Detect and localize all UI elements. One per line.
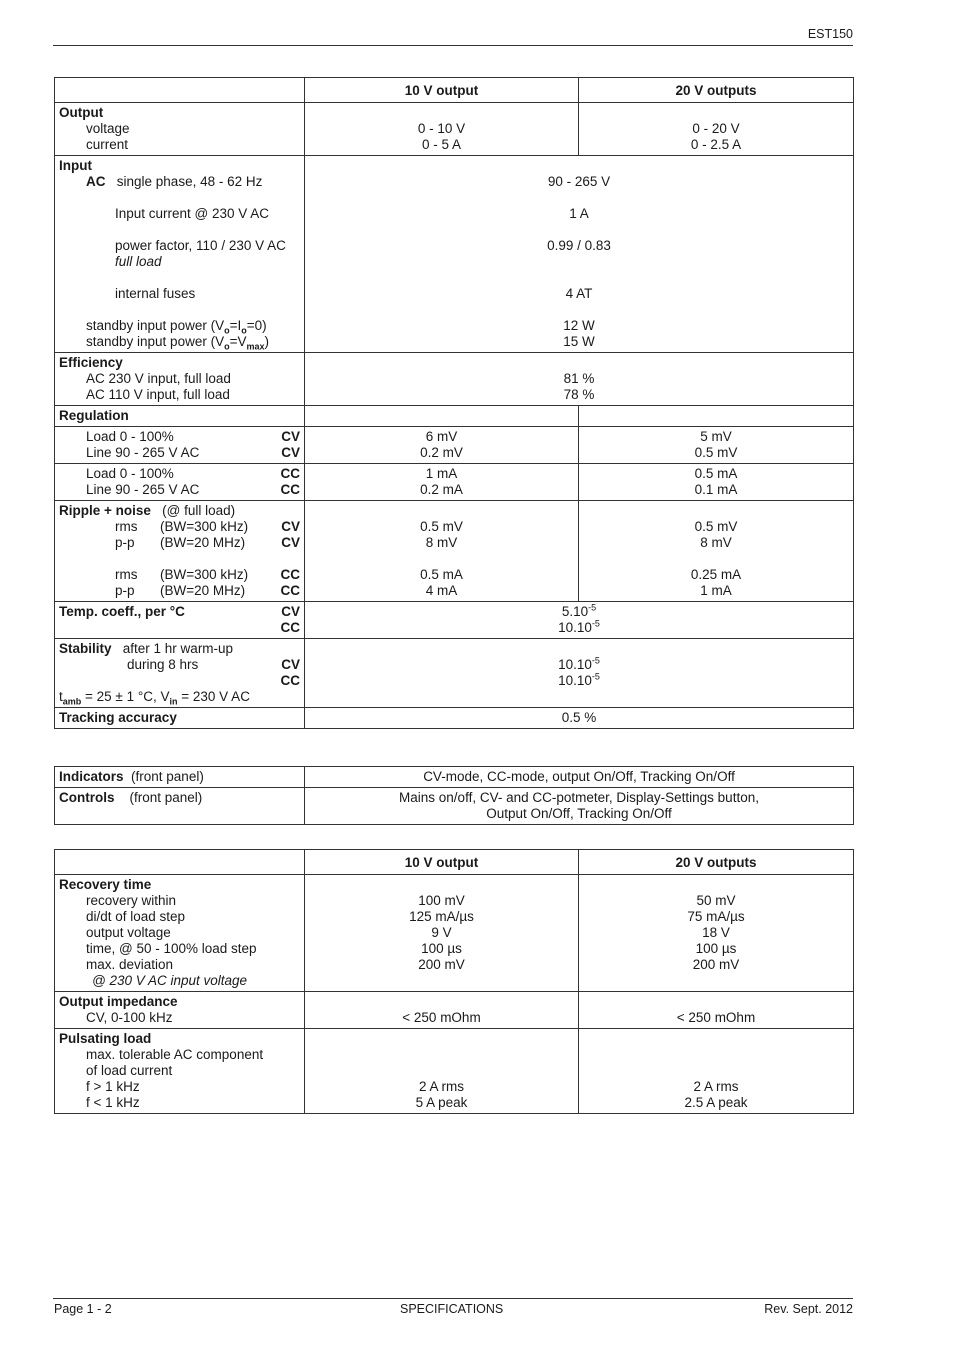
row-impedance — [55, 992, 854, 1029]
indicators-value: CV-mode, CC-mode, output On/Off, Tracking On/Off — [423, 769, 735, 784]
ripple-cc-rms-20v: 0.25 mA — [690, 567, 742, 582]
input-title: Input — [59, 158, 92, 173]
recovery-note: @ 230 V AC input voltage — [92, 973, 248, 988]
output-voltage-20v: 0 - 20 V — [692, 121, 740, 136]
output-title: Output — [59, 105, 104, 120]
temp-cv-value: $5.10^{-5}$ — [561, 602, 597, 619]
col-20v: 20 V outputs — [579, 78, 854, 103]
ripple-cv-pp-20v: 8 mV — [700, 535, 732, 550]
input-ac-value: 90 - 265 V — [547, 174, 611, 189]
recovery-within-10v: 100 mV — [418, 893, 465, 908]
recovery-voltage-10v: 9 V — [431, 925, 452, 940]
col-10v: 10 V output — [305, 78, 579, 103]
stability-during: during 8 hrs — [127, 657, 199, 672]
input-ac-label: AC — [86, 174, 106, 189]
pulsating-above-10v: 2 A rms — [418, 1079, 464, 1094]
reg-cc-load-label: Load 0 - 100% — [86, 466, 174, 481]
standby-max-label: standby input power $(V_o=V_{max})$ — [86, 334, 269, 352]
col-10v: 10 V output — [305, 850, 579, 875]
recovery-deviation-label: max. deviation — [86, 957, 174, 972]
row-output — [55, 103, 854, 156]
ripple-cc-pp-10v: 4 mA — [425, 583, 458, 598]
pulsating-above-label: f > 1 kHz — [86, 1079, 140, 1094]
spec-table-panel — [54, 766, 854, 825]
reg-cv-load-label: Load 0 - 100% — [86, 429, 174, 444]
row-indicators — [55, 767, 854, 788]
row-regulation-cc: Load 0 - 100% CC Line 90 - 265 V AC CC 1 mA 0.2 mA 0.5 mA 0.1 mA — [55, 464, 854, 501]
stability-cv-value: $10.10^{-5}$ — [558, 655, 600, 672]
reg-cc-line-label: Line 90 - 265 V AC — [86, 482, 200, 497]
row-pulsating — [55, 1029, 854, 1114]
recovery-didt-label: di/dt of load step — [86, 909, 186, 924]
output-current-label: current — [86, 137, 129, 152]
pulsating-below-label: f < 1 kHz — [86, 1095, 140, 1110]
standby-zero-label: standby input power $(V_o=I_o=0)$ — [86, 318, 267, 336]
reg-cv-line-label: Line 90 - 265 V AC — [86, 445, 200, 460]
row-controls — [55, 788, 854, 825]
controls-value-line2: Output On/Off, Tracking On/Off — [486, 806, 672, 821]
temp-title: Temp. coeff., per °C — [59, 604, 185, 619]
output-current-10v: 0 - 5 A — [421, 137, 462, 152]
tracking-value: 0.5 % — [561, 710, 597, 725]
recovery-deviation-20v: 200 mV — [692, 957, 740, 972]
row-regulation-cv: Load 0 - 100% CV Line 90 - 265 V AC CV 6 mV 0.2 mV 5 mV 0.5 mV — [55, 427, 854, 464]
footer-rule — [53, 1298, 853, 1299]
pulsating-below-10v: 5 A peak — [415, 1095, 468, 1110]
stability-title: Stability — [59, 641, 112, 656]
efficiency-title: Efficiency — [59, 355, 123, 370]
ripple-cc-pp-20v: 1 mA — [700, 583, 732, 598]
indicators-sub: (front panel) — [131, 769, 204, 784]
efficiency-110-value: 78 % — [563, 387, 595, 402]
col-20v: 20 V outputs — [579, 850, 854, 875]
stability-conditions: $t_{amb} = 25 \pm 1$ °C, $V_{in} = 230$ V AC — [59, 689, 250, 707]
pulsating-above-20v: 2 A rms — [693, 1079, 739, 1094]
impedance-10v: < 250 mOhm — [402, 1010, 481, 1025]
tracking-title: Tracking accuracy — [59, 710, 177, 725]
controls-value-line1: Mains on/off, CV- and CC-potmeter, Display-Settings button, — [399, 790, 759, 805]
pulsating-title: Pulsating load — [59, 1031, 152, 1046]
recovery-voltage-label: output voltage — [86, 925, 171, 940]
pulsating-l2: of load current — [86, 1063, 173, 1078]
recovery-within-label: recovery within — [86, 893, 177, 908]
pulsating-l1: max. tolerable AC component — [86, 1047, 264, 1062]
pulsating-below-20v: 2.5 A peak — [684, 1095, 748, 1110]
ripple-cv-pp-10v: 8 mV — [425, 535, 458, 550]
indicators-title: Indicators — [59, 769, 124, 784]
footer-section: SPECIFICATIONS — [400, 1302, 504, 1316]
input-pf-label: power factor, 110 / 230 V AC — [115, 238, 286, 253]
ripple-title: Ripple + noise — [59, 503, 151, 518]
reg-cv-line-20v: 0.5 mV — [694, 445, 738, 460]
row-efficiency — [55, 353, 854, 406]
row-temp-coeff: Temp. coeff., per °C CV CC $5.10^{-5}$ $10.10^{-5}$ — [55, 602, 854, 639]
reg-cv-line-10v: 0.2 mV — [420, 445, 463, 460]
impedance-20v: < 250 mOhm — [676, 1010, 756, 1025]
reg-cc-load-20v: 0.5 mA — [694, 466, 738, 481]
document-id: EST150 — [807, 27, 853, 41]
row-stability: Stability after 1 hr warm-up during 8 hrs CV CC $t_{amb} = 25 \pm 1$ °C, $V_{in} = 230$ V AC $10.10^{-5}$ $10.10^{-5}$ — [55, 639, 854, 708]
input-current-label: Input current @ 230 V AC — [115, 206, 270, 221]
efficiency-230-label: AC 230 V input, full load — [86, 371, 231, 386]
efficiency-230-value: 81 % — [563, 371, 595, 386]
ripple-cond: (@ full load) — [162, 503, 236, 518]
impedance-label: CV, 0-100 kHz — [86, 1010, 173, 1025]
temp-cc-value: $10.10^{-5}$ — [558, 618, 600, 635]
input-fuses-value: 4 AT — [565, 286, 593, 301]
reg-cc-load-10v: 1 mA — [425, 466, 458, 481]
recovery-voltage-20v: 18 V — [702, 925, 730, 940]
recovery-time-label: time, @ 50 - 100% load step — [86, 941, 257, 956]
row-ripple: Ripple + noise (@ full load) rms (BW=300 kHz) CV p-p (BW=20 MHz) CV rms (BW=300 kHz) CC p-p (BW=20 MHz) CC 0.5 mV 8 mV 0.5 mA 4 mA 0.5 mV 8 mV 0.25 mA 1 mA — [55, 501, 854, 602]
output-current-20v: 0 - 2.5 A — [690, 137, 742, 152]
table-header-row — [55, 850, 854, 875]
input-pf-value: 0.99 / 0.83 — [547, 238, 611, 253]
row-tracking — [55, 708, 854, 729]
ripple-cv-rms-10v: 0.5 mV — [420, 519, 463, 534]
efficiency-110-label: AC 110 V input, full load — [86, 387, 230, 402]
regulation-title: Regulation — [59, 408, 129, 423]
row-regulation-title — [55, 406, 854, 427]
recovery-time-10v: 100 µs — [421, 941, 462, 956]
reg-cv-load-10v: 6 mV — [425, 429, 458, 444]
impedance-title: Output impedance — [59, 994, 178, 1009]
recovery-didt-10v: 125 mA/µs — [409, 909, 474, 924]
footer-page: Page 1 - 2 — [54, 1302, 112, 1316]
ripple-cc-rms-10v: 0.5 mA — [420, 567, 463, 582]
input-pf-sub: full load — [115, 254, 162, 269]
spec-table-main — [54, 77, 854, 729]
output-voltage-label: voltage — [86, 121, 130, 136]
input-current-value: 1 A — [569, 206, 589, 221]
ripple-cv-rms-20v: 0.5 mV — [694, 519, 738, 534]
row-input — [55, 156, 854, 353]
row-recovery — [55, 875, 854, 992]
recovery-within-20v: 50 mV — [696, 893, 736, 908]
reg-cv-load-20v: 5 mV — [700, 429, 732, 444]
input-ac-desc: single phase, 48 - 62 Hz — [116, 174, 263, 189]
reg-cc-line-20v: 0.1 mA — [694, 482, 738, 497]
stability-after: after 1 hr warm-up — [122, 641, 234, 656]
recovery-title: Recovery time — [59, 877, 152, 892]
standby-max-value: 15 W — [563, 334, 595, 349]
reg-cc-line-10v: 0.2 mA — [420, 482, 463, 497]
stability-cc-value: $10.10^{-5}$ — [558, 671, 600, 688]
header-rule — [53, 45, 853, 46]
standby-zero-value: 12 W — [563, 318, 595, 333]
recovery-didt-20v: 75 mA/µs — [687, 909, 745, 924]
output-voltage-10v: 0 - 10 V — [417, 121, 466, 136]
recovery-deviation-10v: 200 mV — [418, 957, 465, 972]
recovery-time-20v: 100 µs — [695, 941, 737, 956]
footer-revision: Rev. Sept. 2012 — [764, 1302, 853, 1316]
controls-sub: (front panel) — [129, 790, 203, 805]
controls-title: Controls — [59, 790, 115, 805]
spec-table-dynamic — [54, 849, 854, 1114]
input-fuses-label: internal fuses — [115, 286, 196, 301]
table-header-row — [55, 78, 854, 103]
